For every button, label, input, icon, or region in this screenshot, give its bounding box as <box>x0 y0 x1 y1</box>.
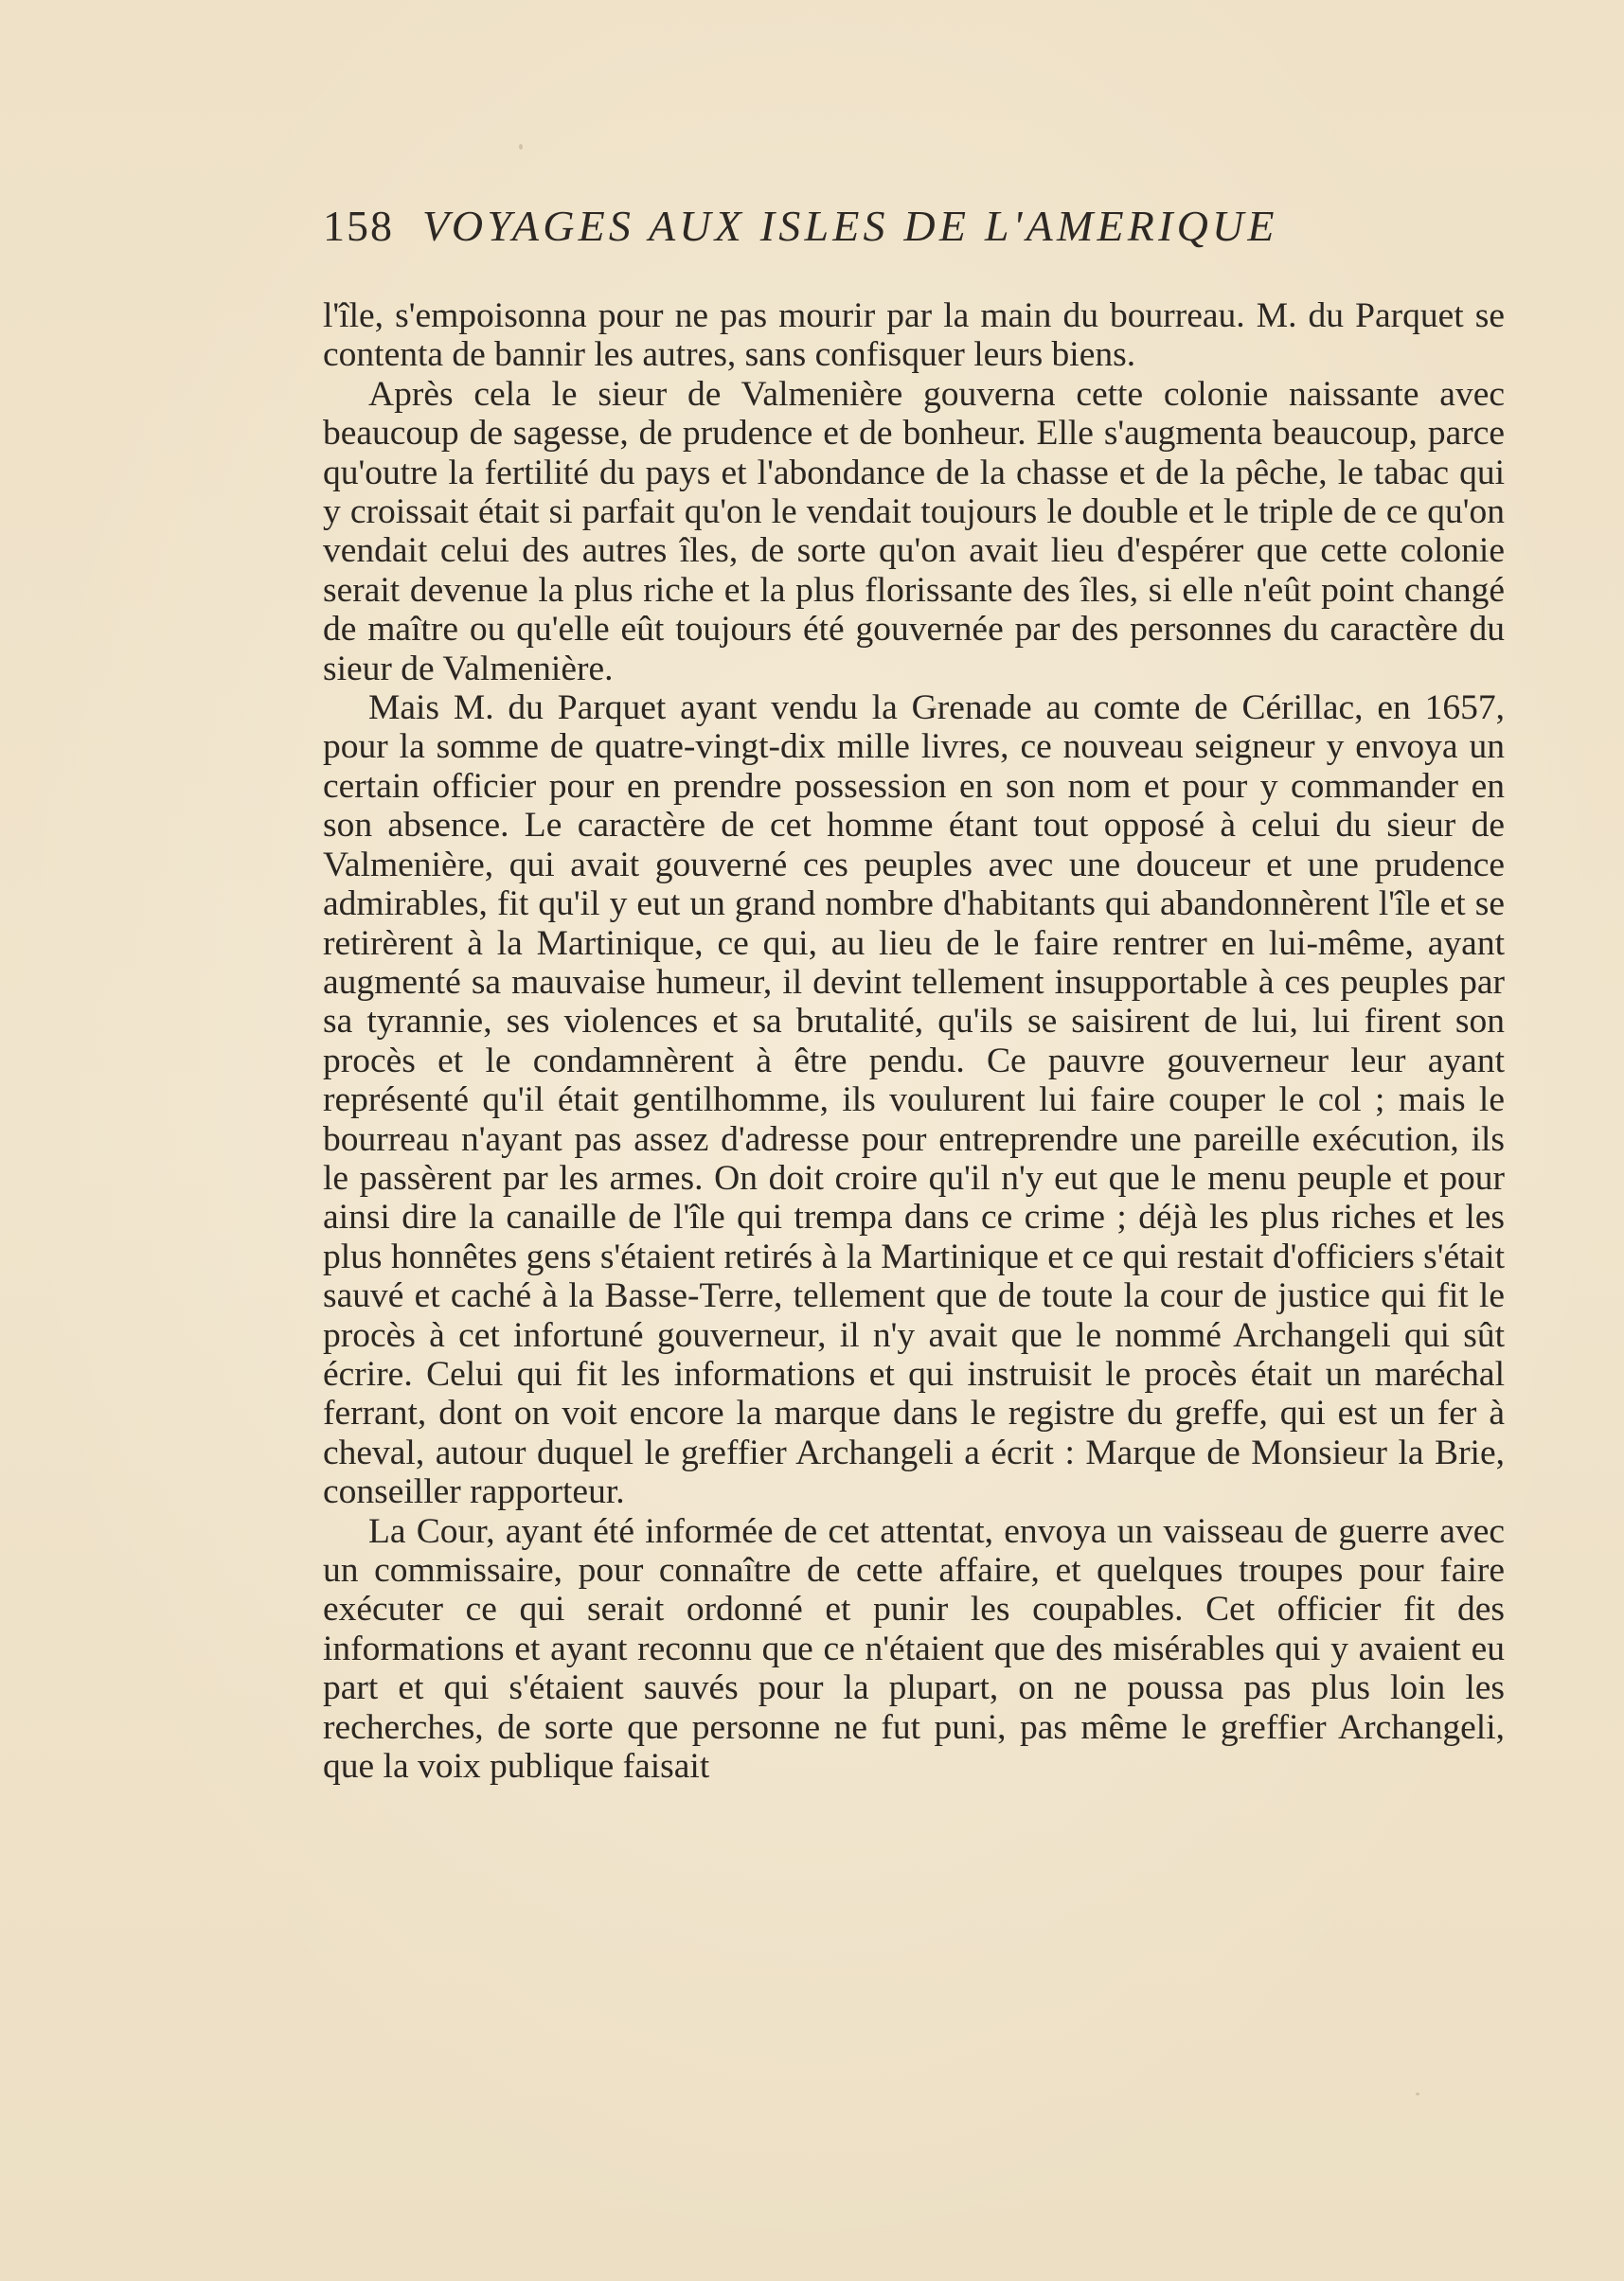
running-head <box>323 201 1421 267</box>
paper-speck <box>519 144 523 150</box>
paragraph-1: l'île, s'empoisonna pour ne pas mourir par la main du bourreau. M. du Parquet se contenta de bannir les autres, sans confisquer leurs biens. <box>323 296 1505 375</box>
paragraph-3: Mais M. du Parquet ayant vendu la Grenade au comte de Cérillac, en 1657, pour la somme de quatre-vingt-dix mille livres, ce nouveau seigneur y envoya un certain officier pour en prendre possession en son nom et pour y commander en son absence. Le caractère de cet homme étant tout opposé à celui du sieur de Valmenière, qui avait gouverné ces peuples avec une douceur et une prudence admirables, fit qu'il y eut un grand nombre d'habitants qui abandonnèrent l'île et se retirèrent à la Martinique, ce qui, au lieu de le faire rentrer en lui-même, ayant augmenté sa mauvaise humeur, il devint tellement insupportable à ces peuples par sa tyrannie, ses violences et sa brutalité, qu'ils se saisirent de lui, lui firent son procès et le condamnèrent à être pendu. Ce pauvre gouverneur leur ayant représenté qu'il était gentilhomme, ils voulurent lui faire couper le col ; mais le bourreau n'ayant pas assez d'adresse pour entreprendre une pareille exécution, ils le passèrent par les armes. On doit croire qu'il n'y eut que le menu peuple et pour ainsi dire la canaille de l'île qui trempa dans ce crime ; déjà les plus riches et les plus honnêtes gens s'étaient retirés à la Martinique et ce qui restait d'officiers s'était sauvé et caché à la Basse-Terre, tellement que de toute la cour de justice qui fit le procès à cet infortuné gouverneur, il n'y avait que le nommé Archangeli qui sût écrire. Celui qui fit les informations et qui instruisit le procès était un maréchal ferrant, dont on voit encore la marque dans le registre du greffe, qui est un fer à cheval, autour duquel le greffier Archangeli a écrit : Marque de Monsieur la Brie, conseiller rapporteur. <box>323 688 1505 1512</box>
page-number: 158 <box>323 202 394 250</box>
running-title: VOYAGES AUX ISLES DE L'AMERIQUE <box>422 202 1278 250</box>
paper-speck <box>336 753 339 756</box>
paragraph-2: Après cela le sieur de Valmenière gouverna cette colonie naissante avec beaucoup de sagesse, de prudence et de bonheur. Elle s'augmenta beaucoup, parce qu'outre la fertilité du pays et l'abondance de la chasse et de la pêche, le tabac qui y croissait était si parfait qu'on le vendait toujours le double et le triple de ce qu'on vendait celui des autres îles, de sorte qu'on avait lieu d'espérer que cette colonie serait devenue la plus riche et la plus florissante des îles, si elle n'eût point changé de maître ou qu'elle eût toujours été gouvernée par des personnes du caractère du sieur de Valmenière. <box>323 374 1505 688</box>
paragraph-4: La Cour, ayant été informée de cet attentat, envoya un vaisseau de guerre avec un commissaire, pour connaître de cette affaire, et quelques troupes pour faire exécuter ce qui serait ordonné et punir les coupables. Cet officier fit des informations et ayant reconnu que ce n'étaient que des misérables qui y avaient eu part et qui s'étaient sauvés pour la plupart, on ne poussa pas plus loin les recherches, de sorte que personne ne fut puni, pas même le greffier Archangeli, que la voix publique faisait <box>323 1511 1505 1787</box>
paper-speck <box>1416 2093 1419 2095</box>
body-text <box>323 296 1505 1786</box>
paper-speck <box>933 705 936 709</box>
